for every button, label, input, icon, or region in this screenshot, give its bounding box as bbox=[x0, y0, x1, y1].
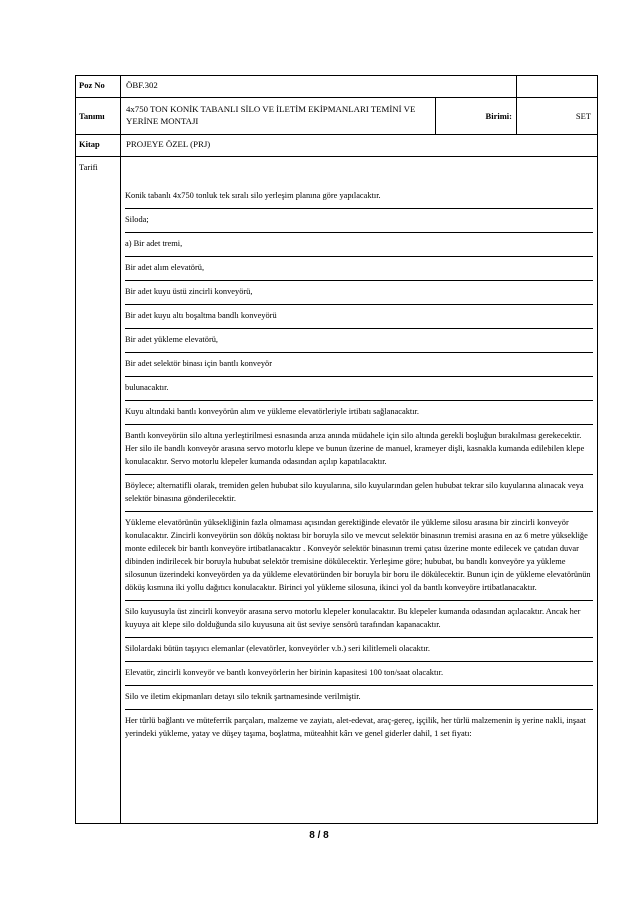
kitap-value: PROJEYE ÖZEL (PRJ) bbox=[126, 139, 211, 149]
item-definition-table bbox=[75, 75, 598, 824]
row-poz-no bbox=[76, 76, 597, 98]
paragraph: Bir adet yükleme elevatörü, bbox=[125, 329, 593, 353]
kitap-label: Kitap bbox=[76, 135, 121, 156]
birim-value: SET bbox=[516, 98, 597, 134]
paragraph: a) Bir adet tremi, bbox=[125, 233, 593, 257]
tanimi-value: 4x750 TON KONİK TABANLI SİLO VE İLETİM EKİPMANLARI TEMİNİ VE YERİNE MONTAJI bbox=[126, 104, 416, 126]
paragraph: Böylece; alternatifli olarak, tremiden gelen hububat silo kuyularına, silo kuyularından gelen hububat tekrar silo kuyularına alınacak veya selektör binasına gönderilecektir. bbox=[125, 475, 593, 512]
paragraph: Silo ve iletim ekipmanları detayı silo teknik şartnamesinde verilmiştir. bbox=[125, 686, 593, 710]
paragraph: bulunacaktır. bbox=[125, 377, 593, 401]
paragraph: Her türlü bağlantı ve müteferrik parçaları, malzeme ve zayiatı, alet-edevat, araç-gereç, işçilik, her türlü malzemenin iş yerine nakli, inşaat yerindeki yükleme, yatay ve düşey taşıma, boşlatma, müteahhit kârı ve genel giderler dahil, 1 set fiyatı: bbox=[125, 716, 586, 738]
poz-no-label: Poz No bbox=[76, 76, 121, 97]
paragraph: Bir adet kuyu altı boşaltma bandlı konveyörü bbox=[125, 305, 593, 329]
paragraph: Bir adet alım elevatörü, bbox=[125, 257, 593, 281]
birim-label: Birimi: bbox=[435, 98, 516, 134]
tarifi-column bbox=[76, 157, 121, 823]
paragraph: Silo kuyusuyla üst zincirli konveyör arasına servo motorlu klepeler konulacaktır. Bu klepeler kumanda odasından açılacaktır. Ancak her kuyuya ait klepe silo dolduğunda silo kuyusuna ait üst seviye sensörü tarafından kapanacaktır. bbox=[125, 601, 593, 638]
paragraph: Kuyu altındaki bantlı konveyörün alım ve yükleme elevatörleriyle irtibatı sağlanacaktır. bbox=[125, 401, 593, 425]
paragraph: Bir adet kuyu üstü zincirli konveyörü, bbox=[125, 281, 593, 305]
tarifi-label: Tarifi bbox=[79, 162, 98, 172]
paragraph: Bir adet selektör binası için bantlı konveyör bbox=[125, 353, 593, 377]
page-number: 8 / 8 bbox=[309, 830, 329, 841]
paragraph: Yükleme elevatörünün yüksekliğinin fazla olmaması açısından gerektiğinde elevatör ile yükleme silosu arasına bir zincirli konveyör konulacaktır. Zincirli konveyörün son döküş noktası bir boruyla silo ve mevcut selektör binasının tremisi arasına en az 6 metre yüksekliğe monte edilecek bir bantlı konveyöre irtibatlanacaktır . Konveyör selektör binasının tremi çatısı üzerine monte edilecek ve çatıdan duvar dibinden indirilecek bir boruyla hububat selektör tremisine dökülecektir. Yerleşime göre; hububat, bu bandlı konveyöre ya yükleme silosunun üzerindeki konveyörden ya da yükleme elevatöründen bir boruyla bir boru ile dökülecektir. Bunun için de yükleme elevatörünün döküş kısmına iki yollu dağıtıcı konulacaktır. Birinci yol yükleme silosuna, ikinci yol da bantlı konveyöre irtibatlanacaktır. bbox=[125, 512, 593, 601]
row-tarifi bbox=[76, 157, 597, 823]
row-tanimi bbox=[76, 98, 597, 135]
paragraph: Siloda; bbox=[125, 209, 593, 233]
poz-no-value: ÖBF.302 bbox=[126, 80, 158, 90]
row-kitap bbox=[76, 135, 597, 157]
paragraph: Silolardaki bütün taşıyıcı elemanlar (elevatörler, konveyörler v.b.) seri kilitlemeli olacaktır. bbox=[125, 638, 593, 662]
empty-cell bbox=[516, 76, 597, 97]
description-body bbox=[125, 185, 593, 746]
paragraph: Elevatör, zincirli konveyör ve bantlı konveyörlerin her birinin kapasitesi 100 ton/saat olacaktır. bbox=[125, 662, 593, 686]
paragraph: Konik tabanlı 4x750 tonluk tek sıralı silo yerleşim planına göre yapılacaktır. bbox=[125, 185, 593, 209]
tanimi-label: Tanımı bbox=[76, 98, 121, 134]
paragraph: Bantlı konveyörün silo altına yerleştirilmesi esnasında arıza anında müdahele için silo altında gerekli boşluğun bırakılması gerekecektir. Her silo ile bandlı konveyör arasına servo motorlu klepe ve bunun üzerine de manuel, krameyer dişli, kasnakla kumanda edilebilen klepe konulacaktır. Servo motorlu klepeler kumanda odasından açılıp kapatılacaktır. bbox=[125, 425, 593, 475]
